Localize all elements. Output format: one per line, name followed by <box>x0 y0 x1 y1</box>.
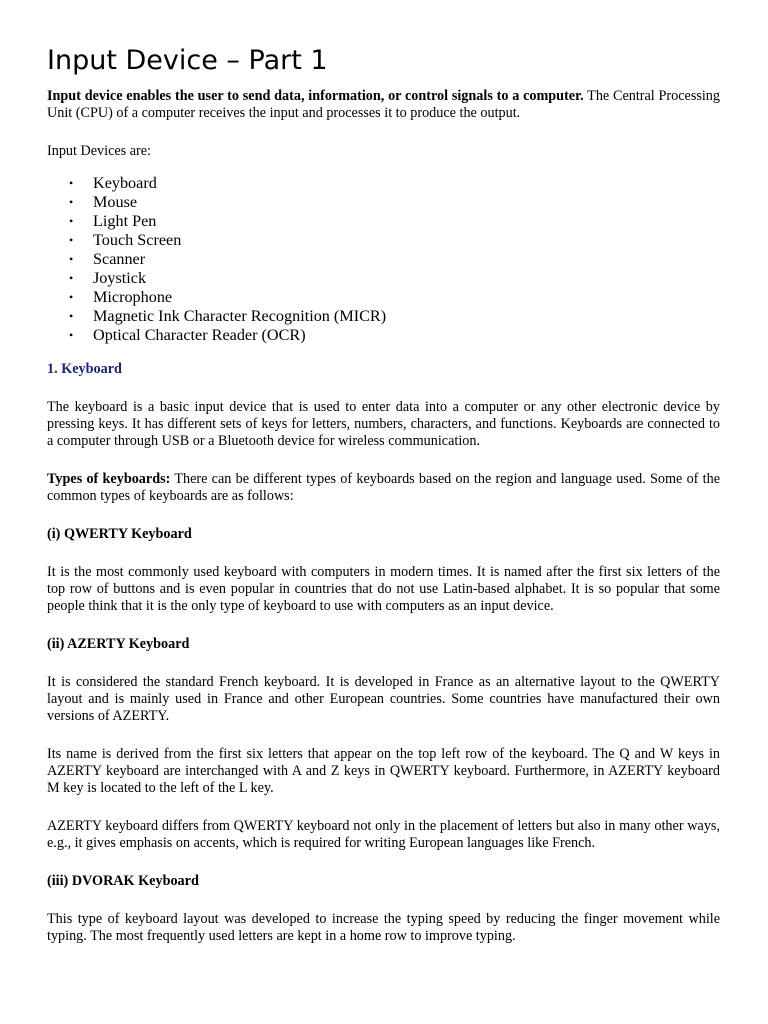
list-item: • Mouse <box>69 193 138 211</box>
list-item: • Joystick <box>69 269 147 287</box>
intro-paragraph <box>47 88 720 122</box>
bullet-icon: • <box>69 233 74 247</box>
list-item: • Keyboard <box>69 174 157 192</box>
list-item: • Light Pen <box>69 212 157 230</box>
section-heading-keyboard: 1. Keyboard <box>47 361 122 377</box>
list-item: • Microphone <box>69 288 173 306</box>
list-item: • Magnetic Ink Character Recognition (MICR) <box>69 307 387 325</box>
list-item: • Touch Screen <box>69 231 182 249</box>
azerty-paragraph-1: It is considered the standard French keyboard. It is developed in France as an alternative layout to the QWERTY layout and is mainly used in France and other European countries. Some countries have manufactured their own versions of AZERTY. <box>47 674 720 724</box>
types-paragraph <box>47 471 720 505</box>
bullet-icon: • <box>69 176 74 190</box>
keyboard-paragraph: The keyboard is a basic input device that is used to enter data into a computer or any other electronic device by pressing keys. It has different sets of keys for letters, numbers, characters, and functions. Keyboards are connected to a computer through USB or a Bluetooth device for wireless communication. <box>47 399 720 449</box>
list-item: • Scanner <box>69 250 146 268</box>
devices-list <box>47 174 720 345</box>
dvorak-paragraph: This type of keyboard layout was developed to increase the typing speed by reducing the finger movement while typing. The most frequently used letters are kept in a home row to improve typing. <box>47 911 720 944</box>
intro-rest: The Central Processing Unit (CPU) of a computer receives the input and processes it to produce the output. <box>47 88 720 121</box>
intro-bold: Input device enables the user to send data, information, or control signals to a computer. <box>47 88 584 104</box>
types-bold: Types of keyboards: <box>47 471 171 487</box>
bullet-icon: • <box>69 271 74 285</box>
bullet-icon: • <box>69 195 74 209</box>
azerty-paragraph-3: AZERTY keyboard differs from QWERTY keyboard not only in the placement of letters but also in many other ways, e.g., it gives emphasis on accents, which is required for writing European languages like French. <box>47 818 720 851</box>
azerty-heading: (ii) AZERTY Keyboard <box>47 636 190 652</box>
types-rest: There can be different types of keyboards based on the region and language used. Some of the common types of keyboards are as follows: <box>47 471 720 504</box>
azerty-paragraph-2: Its name is derived from the first six letters that appear on the top left row of the keyboard. The Q and W keys in AZERTY keyboard are interchanged with A and Z keys in QWERTY keyboard. Furthermore, in AZERTY keyboard M key is located to the left of the L key. <box>47 746 720 796</box>
bullet-icon: • <box>69 252 74 266</box>
bullet-icon: • <box>69 214 74 228</box>
bullet-icon: • <box>69 309 74 323</box>
document-page <box>47 44 720 945</box>
devices-label: Input Devices are: <box>47 143 151 159</box>
bullet-icon: • <box>69 290 74 304</box>
list-item: • Optical Character Reader (OCR) <box>69 326 306 344</box>
dvorak-heading: (iii) DVORAK Keyboard <box>47 873 199 889</box>
qwerty-paragraph: It is the most commonly used keyboard with computers in modern times. It is named after the first six letters of the top row of buttons and is even popular in countries that do not use Latin-based alphabet. It is so popular that some people think that it is the only type of keyboard to use with computers as an input device. <box>47 564 720 614</box>
qwerty-heading: (i) QWERTY Keyboard <box>47 526 192 542</box>
bullet-icon: • <box>69 328 74 342</box>
page-title: Input Device – Part 1 <box>47 45 328 76</box>
